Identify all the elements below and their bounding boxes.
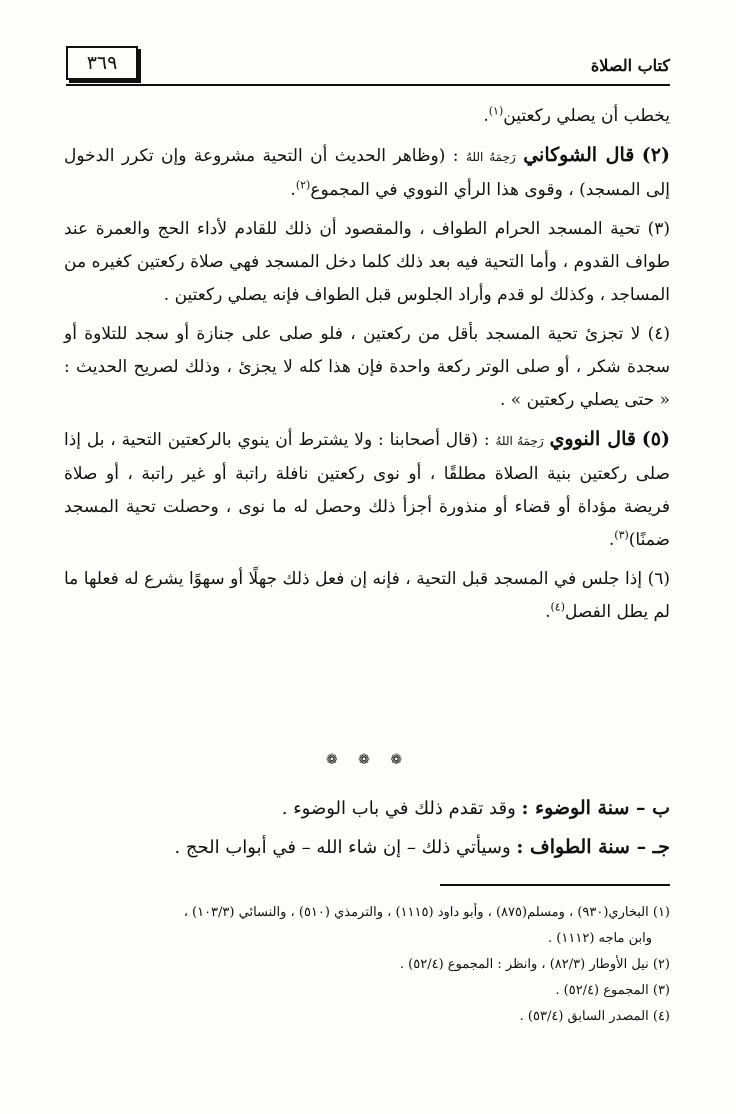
footnote-ref[interactable]: (٤) — [550, 600, 566, 614]
sunnah-tawaf-line: جـ – سنة الطواف : وسيأتي ذلك – إن شاء الله – في أبواب الحج . — [174, 836, 670, 858]
footnote-ref[interactable]: (٣) — [614, 528, 629, 542]
footnote-1-continued: وابن ماجه (١١١٢) . — [548, 931, 652, 946]
running-header-title: كتاب الصلاة — [590, 56, 670, 75]
paragraph-title: قال الشوكاني — [523, 144, 635, 166]
header-rule — [66, 84, 670, 86]
footnote-ref[interactable]: (١) — [488, 104, 504, 118]
main-text — [64, 100, 670, 635]
footnote-4: (٤) المصدر السابق (٥٣/٤) . — [519, 1009, 670, 1024]
section-divider-ornament: ❁ ❁ ❁ — [325, 752, 411, 768]
footnote-1: (١) البخاري(٩٣٠) ، ومسلم(٨٧٥) ، وأبو داود (١١١٥) ، والترمذي (٥١٠) ، والنسائي (١٠٣/٣) ، — [183, 905, 670, 920]
footnote-2: (٢) نيل الأوطار (٨٢/٣) ، وانظر : المجموع (٥٢/٤) . — [399, 957, 670, 972]
footnote-ref[interactable]: (٢) — [295, 178, 311, 192]
paragraph-6: (٦) إذا جلس في المسجد قبل التحية ، فإنه إن فعل ذلك جهلًا أو سهوًا يشرع له فعلها ما لم يطل الفصل$^{(٤)}$. — [64, 569, 670, 622]
paragraph-4: (٤) لا تجزئ تحية المسجد بأقل من ركعتين ، فلو صلى على جنازة أو سجد للتلاوة أو سجدة شكر ، أو صلى الوتر ركعة واحدة فإن هذا كله لا يجزئ ، وذلك لصريح الحديث : « حتى يصلي ركعتين » . — [64, 324, 670, 410]
sunnah-label: ب – سنة الوضوء : — [521, 797, 670, 819]
footnote-rule — [440, 884, 670, 886]
paragraph-3: (٣) تحية المسجد الحرام الطواف ، والمقصود أن ذلك للقادم لأداء الحج والعمرة عند طواف القدوم ، وأما التحية فيه بعد ذلك كلما دخل المسجد فهي صلاة ركعتين كغيره من المساجد ، وكذلك لو قدم وأراد الجلوس قبل الطواف فإنه يصلي ركعتين . — [64, 219, 670, 305]
paragraph-nawawi: (٥) قال النووي رَحِمَهُ اللهُ : (قال أصحابنا : ولا يشترط أن ينوي بالركعتين التحية ، بل إذا صلى ركعتين بنية الصلاة مطلقًا ، أو نوى ركعتين نافلة راتبة أو غير راتبة ، أو صلاة فريضة مؤداة أو قضاء أو منذورة أجزأ ذلك وحصل له ما نوى ، وحصلت تحية المسجد ضمنًا)$^{(٣)}$. — [64, 428, 671, 550]
honorific: رَحِمَهُ اللهُ — [495, 434, 544, 448]
footnote-3: (٣) المجموع (٥٢/٤) . — [555, 983, 670, 998]
paragraph-continuation: يخطب أن يصلي ركعتين$^{(١)}$. — [483, 104, 670, 126]
page-number-box: ٣٦٩ — [66, 46, 138, 80]
paragraph-shawkani: (٢) قال الشوكاني رَحِمَهُ اللهُ : (وظاهر الحديث أن التحية مشروعة وإن تكرر الدخول إلى المسجد) ، وقوى هذا الرأي النووي في المجموع$^{(٢)}$. — [64, 144, 670, 200]
paragraph-number: (٢) — [641, 144, 670, 166]
sunnah-label: جـ – سنة الطواف : — [516, 836, 670, 858]
footnotes — [64, 900, 670, 1030]
paragraph-title: قال النووي — [549, 428, 636, 450]
sunnah-wudu-line: ب – سنة الوضوء : وقد تقدم ذلك في باب الوضوء . — [281, 797, 670, 819]
paragraph-number: (٥) — [641, 428, 671, 450]
honorific: رَحِمَهُ اللهُ — [465, 150, 516, 164]
